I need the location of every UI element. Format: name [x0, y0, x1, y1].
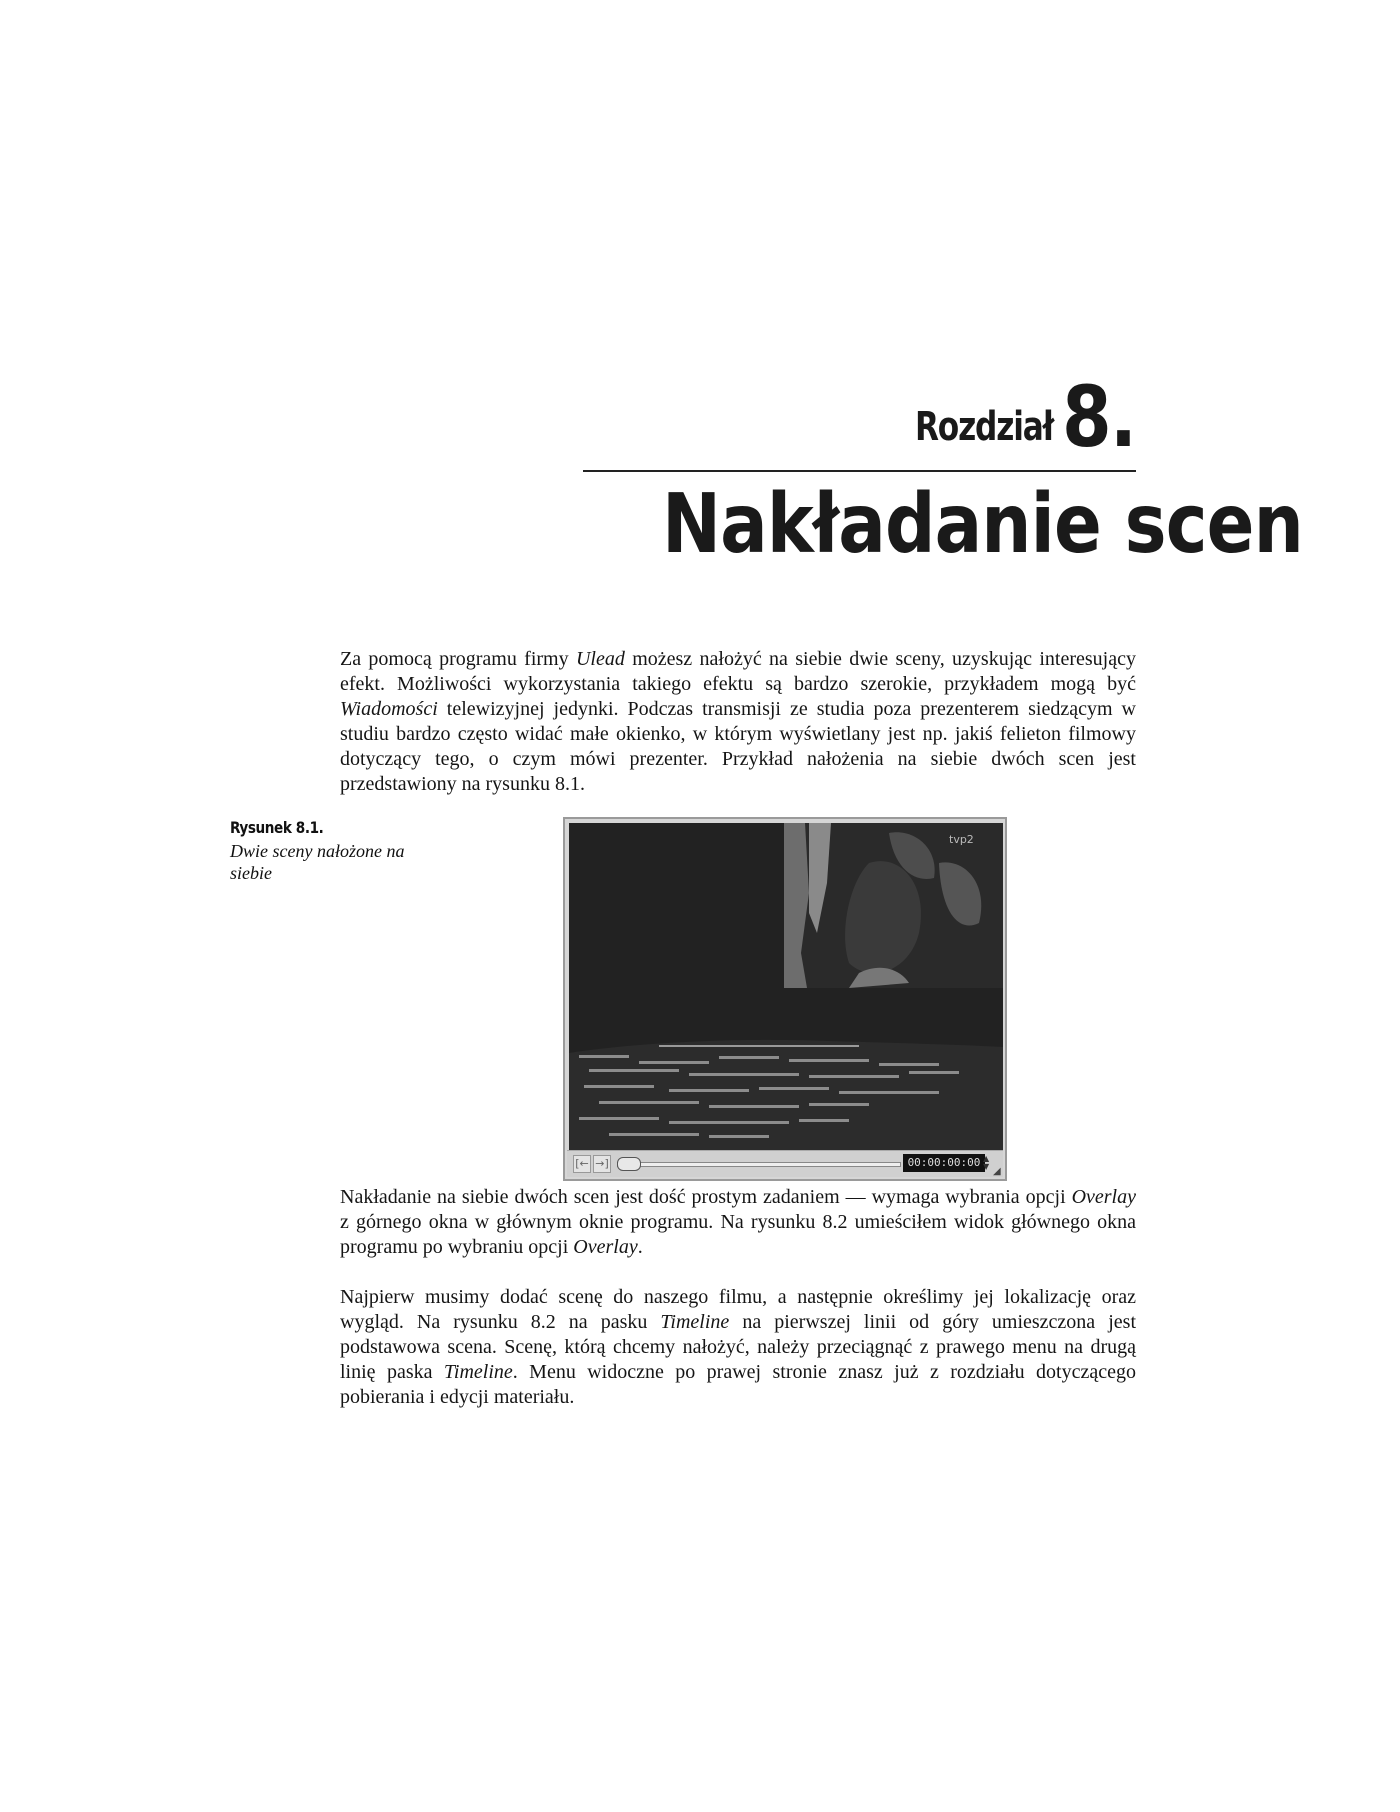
chapter-title: Nakładanie scen: [662, 477, 1303, 572]
italic-term: Wiadomości: [340, 698, 438, 720]
heading-rule: [583, 470, 1136, 472]
timecode-spinner[interactable]: [983, 1155, 991, 1171]
channel-logo: tvp2: [949, 833, 974, 846]
video-frame: [569, 823, 1003, 1151]
caption-text: Dwie sceny nałożone na siebie: [230, 841, 405, 883]
playback-controls: [567, 1150, 1003, 1177]
scrub-slider[interactable]: [617, 1162, 901, 1167]
video-frame-image: [569, 823, 1003, 1151]
paragraph-intro: [340, 647, 1136, 797]
figure-caption: [230, 818, 430, 884]
text-run: Za pomocą programu firmy: [340, 648, 576, 670]
text-run: możesz nałożyć na siebie dwie sceny, uzyskując interesujący efekt. Możliwości wykorzystania takiego efektu są bardzo szerokie, przykładem mogą być: [340, 648, 1136, 695]
paragraph-overlay: [340, 1185, 1136, 1260]
go-to-end-button[interactable]: →]: [593, 1155, 611, 1173]
text-run: .: [637, 1236, 643, 1258]
text-run: Najpierw musimy dodać scenę do naszego filmu, a następnie określimy jej lokalizację oraz wygląd. Na rysunku 8.2 na pasku: [340, 1286, 1136, 1333]
italic-term: Ulead: [575, 648, 625, 670]
spin-up-icon[interactable]: ▲: [983, 1154, 990, 1163]
resize-grip-icon[interactable]: ◢: [993, 1166, 1001, 1177]
paragraph-timeline: [340, 1285, 1136, 1410]
timecode-display[interactable]: 00:00:00:00: [903, 1154, 985, 1172]
italic-term: Timeline: [443, 1361, 513, 1383]
text-run: na pierwszej linii od góry umieszczona jest podstawowa scena. Scenę, którą chcemy nałożyć, należy przeciągnąć z prawego menu na drugą linię paska: [340, 1311, 1136, 1383]
italic-term: Overlay: [573, 1236, 638, 1258]
go-to-start-button[interactable]: [←: [573, 1155, 591, 1173]
chapter-label: Rozdział: [914, 404, 1053, 450]
chapter-heading: [585, 368, 1135, 466]
italic-term: Timeline: [660, 1311, 730, 1333]
video-preview-window: [563, 817, 1007, 1181]
scrub-knob[interactable]: [617, 1157, 641, 1171]
text-run: z górnego okna w głównym oknie programu. Na rysunku 8.2 umieściłem widok głównego okna programu po wybraniu opcji: [340, 1211, 1136, 1258]
text-run: Nakładanie na siebie dwóch scen jest dość prostym zadaniem — wymaga wybrania opcji: [340, 1186, 1072, 1208]
text-run: telewizyjnej jedynki. Podczas transmisji ze studia poza prezenterem siedzącym w studiu bardzo często widać małe okienko, w którym wyświetlany jest np. jakiś felieton filmowy dotyczący tego, o czym mówi prezenter. Przykład nałożenia na siebie dwóch scen jest przedstawiony na rysunku 8.1.: [340, 698, 1136, 795]
text-run: . Menu widoczne po prawej stronie znasz już z rozdziału dotyczącego pobierania i edycji materiału.: [340, 1361, 1136, 1408]
caption-title: Rysunek 8.1.: [230, 818, 324, 837]
chapter-number: 8.: [1061, 368, 1135, 466]
spin-down-icon[interactable]: ▼: [983, 1162, 990, 1171]
italic-term: Overlay: [1071, 1186, 1136, 1208]
